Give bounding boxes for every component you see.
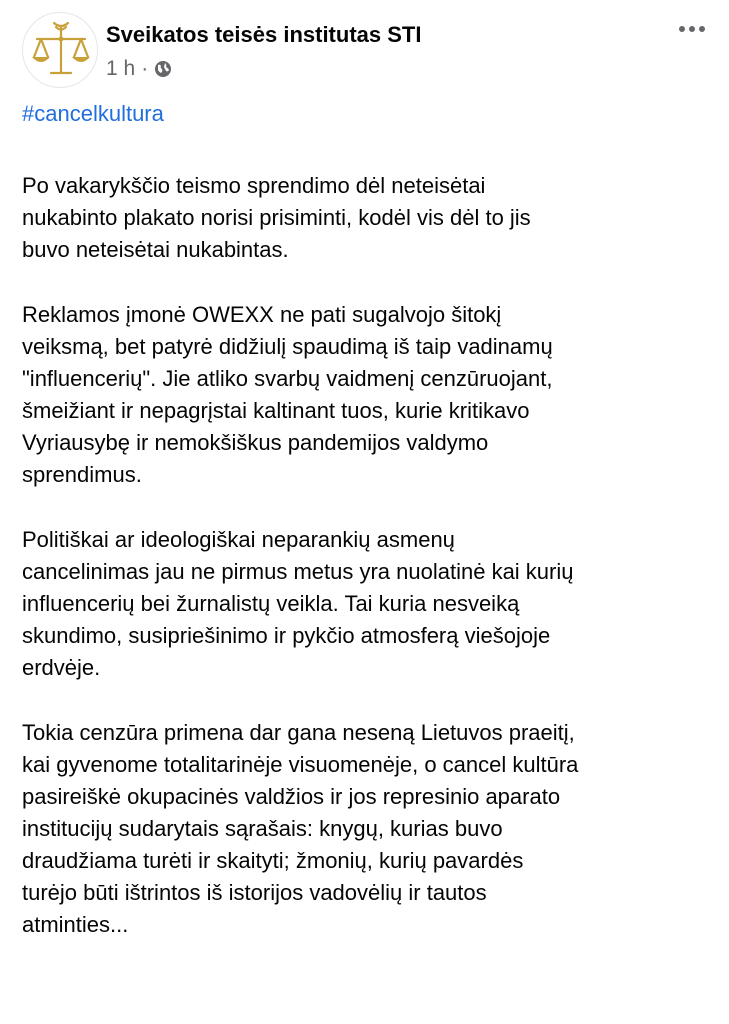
- more-options-button[interactable]: [672, 14, 712, 44]
- post-paragraph: Politiškai ar ideologiškai neparankių asmenų cancelinimas jau ne pirmus metus yra nuolatinė kai kurių influencerių bei žurnalistų veikla. Tai kuria nesveiką skundimo, susipriešinimo ir pykčio atmosferą viešojoje erdvėje.: [22, 527, 574, 680]
- more-options-icon: [679, 26, 685, 32]
- post-meta: [106, 57, 172, 81]
- post-body: [22, 170, 722, 974]
- meta-separator: ·: [141, 57, 149, 80]
- scales-of-justice-logo: [23, 13, 98, 88]
- hashtag-link[interactable]: #cancelkultura: [22, 101, 164, 126]
- post-paragraph: Reklamos įmonė OWEXX ne pati sugalvojo šitokį veiksmą, bet patyrė didžiulį spaudimą iš taip vadinamų "influencerių". Jie atliko svarbų vaidmenį cenzūruojant, šmeižiant ir nepagrįstai kaltinant tuos, kurie kritikavo Vyriausybę ir nemokšiškus pandemijos valdymo sprendimus.: [22, 302, 553, 487]
- post-paragraph: Po vakarykščio teismo sprendimo dėl neteisėtai nukabinto plakato norisi prisiminti, kodėl vis dėl to jis buvo neteisėtai nukabintas.: [22, 173, 531, 262]
- post-header: [22, 12, 712, 92]
- globe-icon: [154, 60, 172, 78]
- post-paragraph: Tokia cenzūra primena dar gana neseną Lietuvos praeitį, kai gyvenome totalitarinėje visuomenėje, o cancel kultūra pasireiškė okupacinės valdžios ir jos represinio aparato institucijų sudarytais sąrašais: knygų, kurias buvo draudžiama turėti ir skaityti; žmonių, kurių pavardės turėjo būti ištrintos iš istorijos vadovėlių ir tautos atminties...: [22, 720, 579, 937]
- page-name[interactable]: Sveikatos teisės institutas STI: [106, 22, 422, 47]
- page-avatar[interactable]: [22, 12, 98, 88]
- post-time[interactable]: 1 h: [106, 57, 136, 80]
